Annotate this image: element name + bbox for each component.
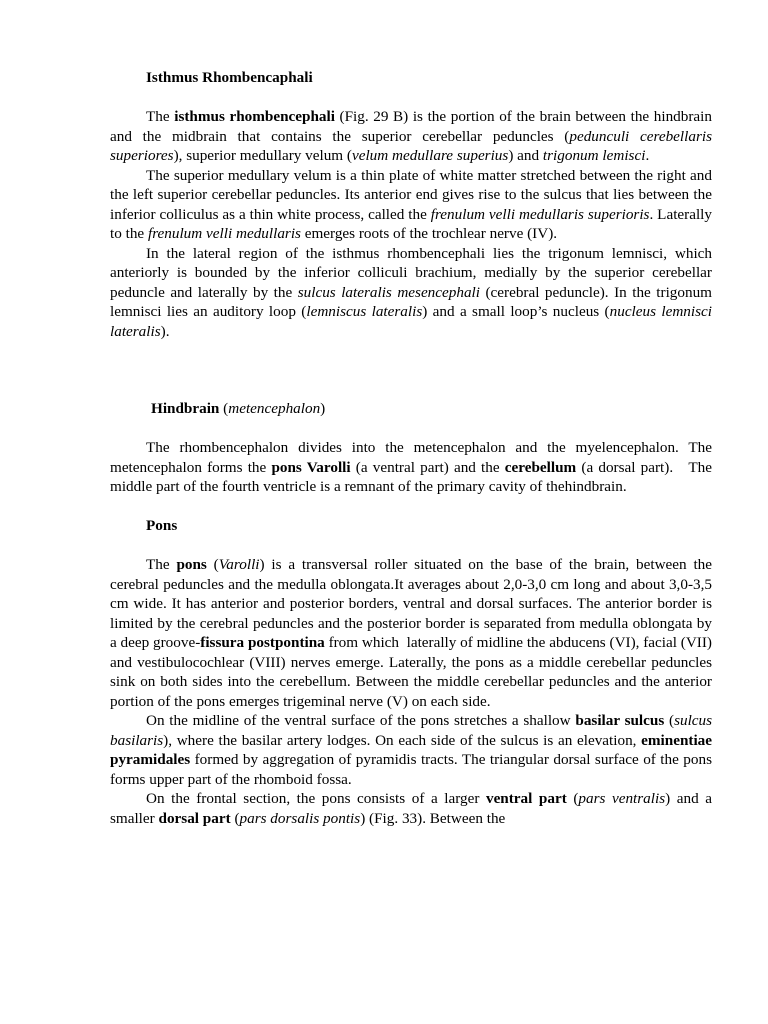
latin-term: pedunculi cerebellaris superiores [110, 127, 712, 164]
bold-term: cerebellum [504, 458, 577, 476]
text-run: ( [206, 556, 219, 573]
latin-term: frenulum velli medullaris superioris [430, 205, 650, 223]
text-run: (a dorsal part). The middle part of the fourth ventricle is a remnant of the primary cavity of thehindbrain. [110, 458, 712, 495]
text-run: ) (Fig. 33). Between the [360, 809, 506, 827]
text-run: emerges roots of the trochlear nerve (IV). [300, 225, 558, 242]
text-run: (a ventral part) and the [350, 458, 505, 476]
text-run: The [146, 108, 175, 125]
text-run: ) and a smaller [110, 790, 713, 827]
paragraph [110, 555, 712, 711]
latin-term: lemniscus lateralis [306, 303, 423, 320]
bold-term: eminentiae pyramidales [110, 731, 712, 768]
section-heading-isthmus: Isthmus Rhombencaphali [146, 69, 313, 86]
latin-term: Varolli [218, 556, 260, 573]
paragraph [110, 711, 712, 789]
latin-term: trigonum lemisci [542, 147, 646, 164]
text-run: ), where the basilar artery lodges. On each side of the sulcus is an elevation, [163, 731, 642, 749]
text-run: ) is a transversal roller situated on the base of the brain, between the cerebral peduncles and the medulla oblongata.It averages about 2,0-3,0 cm long and about 3,0-3,5 cm wide. It has anterior and posterior borders, ventral and dorsal surfaces. The anterior border is limited by the cerebral peduncles and the posterior border is separated from medulla oblongata by a deep groove- [110, 556, 712, 651]
text-run: ) and [508, 147, 543, 164]
paragraph [110, 107, 712, 166]
text-run: In the lateral region of the isthmus rhombencephali lies the trigonum lemnisci, which anteriorly is bounded by the inferior colliculi brachium, medially by the superior cerebellar peduncle and laterally by the [110, 244, 712, 301]
text-run: . [645, 147, 650, 164]
latin-term: sulcus lateralis mesencephali [297, 283, 480, 301]
document-page [110, 68, 712, 828]
text-run: ( [230, 809, 240, 827]
text-run: On the frontal section, the pons consists of a larger [146, 790, 486, 807]
paragraph [110, 789, 712, 828]
paragraph [110, 244, 712, 342]
section-heading-pons: Pons [146, 517, 178, 534]
text-run: ) and a small loop’s nucleus ( [422, 303, 610, 320]
text-run: ). [160, 322, 170, 340]
bold-term: Hindbrain [151, 400, 220, 417]
paragraph [110, 438, 712, 497]
bold-term: dorsal part [158, 809, 231, 827]
text-run: formed by aggregation of pyramidis tracts. The triangular dorsal surface of the pons forms upper part of the rhomboid fossa. [110, 751, 712, 788]
text-run: ( [664, 712, 675, 729]
bold-term: isthmus rhombencephali [174, 108, 335, 125]
text-run: The superior medullary velum is a thin plate of white matter stretched between the right and the left superior cerebellar peduncles. Its anterior end gives rise to the sulcus that lies between the inferior colliculus as a thin white process, called the [110, 166, 712, 223]
text-run: The [146, 556, 177, 573]
latin-term: pars dorsalis pontis [239, 809, 361, 827]
text-run: (Fig. 29 B) is the portion of the brain between the hindbrain and the midbrain that contains the superior cerebellar peduncles ( [110, 108, 712, 145]
text-run: ( [219, 400, 229, 417]
text-run: ) [320, 400, 326, 417]
section-heading-hindbrain [110, 399, 712, 419]
text-run: ), superior medullary velum ( [173, 147, 352, 164]
bold-term: pons Varolli [271, 458, 351, 476]
paragraph [110, 166, 712, 244]
text-run: . Laterally to the [110, 205, 712, 242]
latin-term: frenulum velli medullaris [147, 225, 301, 242]
bold-term: fissura postpontina [200, 634, 325, 651]
latin-term: sulcus basilaris [110, 712, 713, 749]
latin-term: velum medullare superius [351, 147, 509, 164]
text-run: The rhombencephalon divides into the metencephalon and the myelencephalon. The metencephalon forms the [110, 439, 712, 476]
bold-term: ventral part [485, 790, 567, 807]
latin-term: nucleus lemnisci lateralis [110, 303, 712, 340]
text-run: On the midline of the ventral surface of the pons stretches a shallow [146, 712, 576, 729]
bold-term: basilar sulcus [575, 712, 665, 729]
latin-term: pars ventralis [578, 790, 666, 807]
bold-term: pons [176, 556, 207, 573]
latin-term: metencephalon [228, 400, 321, 417]
text-run: from which laterally of midline the abducens (VI), facial (VII) and vestibulocochlear (VIII) nerves emerge. Laterally, the pons as a middle cerebellar peduncles sink on both sides into the cerebellum. Between the middle cerebellar peduncles and the anterior portion of the pons emerges trigeminal nerve (V) on each side. [110, 634, 712, 710]
text-run: (cerebral peduncle). In the trigonum lemnisci lies an auditory loop ( [110, 283, 712, 320]
text-run: ( [566, 790, 579, 807]
